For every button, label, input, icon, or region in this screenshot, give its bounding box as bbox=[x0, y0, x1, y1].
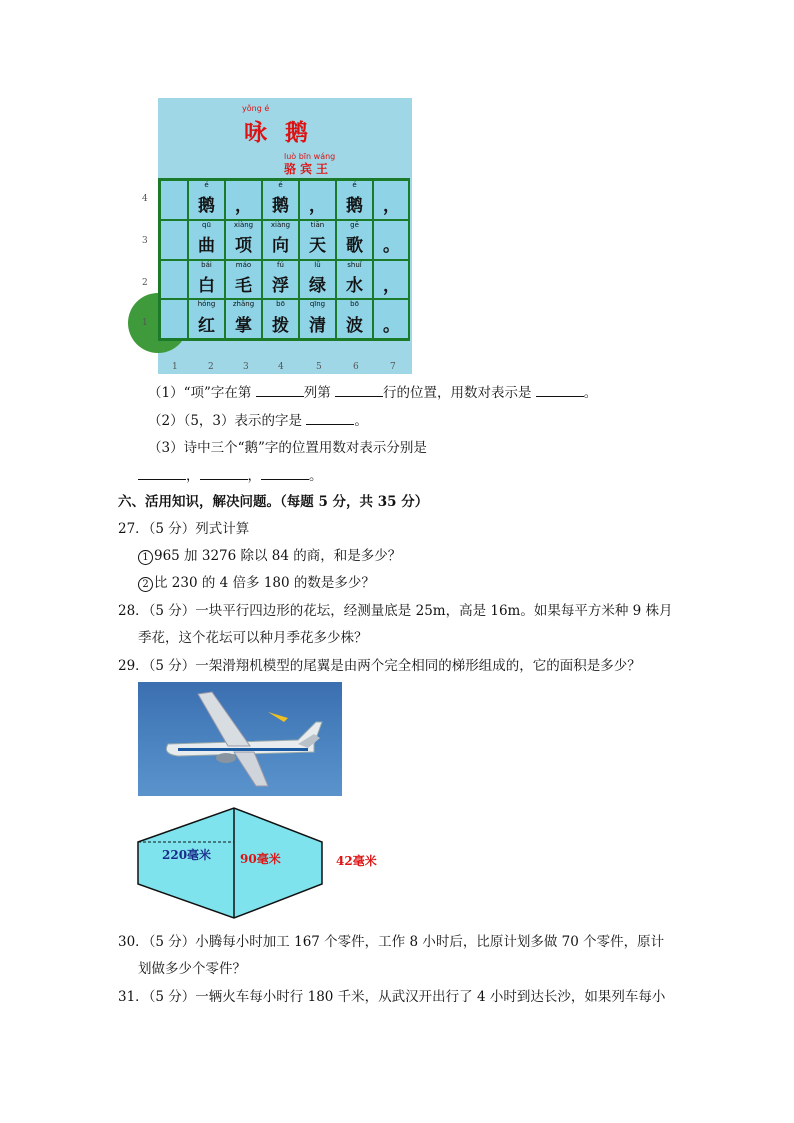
problem-30-line-1: 30．（5 分）小腾每小时加工 167 个零件，工作 8 小时后，比原计划多做 70 个零件，原计 bbox=[118, 934, 665, 950]
grid-cell bbox=[262, 299, 299, 339]
answer-blank[interactable] bbox=[335, 382, 383, 397]
row-label: 4 bbox=[142, 194, 148, 204]
grid-cell bbox=[336, 299, 373, 339]
poem-grid-figure bbox=[158, 98, 412, 374]
grid-cell bbox=[225, 260, 262, 300]
cell-character: ， bbox=[235, 196, 252, 217]
grid-cell bbox=[299, 220, 336, 260]
character-grid bbox=[158, 178, 410, 341]
grid-cell bbox=[225, 299, 262, 339]
grid-spacer-cell bbox=[160, 260, 188, 300]
cell-pinyin: é bbox=[352, 181, 357, 189]
cell-character: 水 bbox=[346, 275, 363, 296]
col-label: 6 bbox=[353, 362, 359, 372]
cell-pinyin: qū bbox=[202, 220, 211, 229]
grid-cell bbox=[373, 220, 410, 260]
answer-blank[interactable] bbox=[306, 410, 354, 425]
problem-30-line-2: 划做多少个零件？ bbox=[138, 961, 246, 977]
cell-character: 掌 bbox=[235, 315, 252, 336]
cell-pinyin: é bbox=[204, 181, 209, 189]
cell-pinyin: lǜ bbox=[314, 260, 321, 269]
grid-cell bbox=[299, 299, 336, 339]
cell-character: 鹅 bbox=[198, 196, 215, 217]
cell-character: ， bbox=[383, 275, 400, 296]
cell-character: 。 bbox=[383, 315, 400, 336]
grid-cell bbox=[188, 260, 225, 300]
cell-character: 白 bbox=[198, 275, 215, 296]
poem-title: 咏鹅 bbox=[244, 119, 326, 146]
answer-blank[interactable] bbox=[200, 465, 248, 480]
grid-cell bbox=[373, 180, 410, 220]
dimension-220: 220毫米 bbox=[162, 848, 212, 862]
cell-character: ， bbox=[383, 196, 400, 217]
cell-character: ， bbox=[309, 196, 326, 217]
problem-28-line-1: 28．（5 分）一块平行四边形的花坛，经测量底是 25m，高是 16m。如果每平方米种 9 株月 bbox=[118, 603, 673, 619]
cell-character: 项 bbox=[235, 236, 252, 257]
problem-27: 27．（5 分）列式计算 bbox=[118, 521, 250, 537]
row-label: 1 bbox=[142, 318, 148, 328]
cell-character: 。 bbox=[383, 236, 400, 257]
grid-cell bbox=[299, 180, 336, 220]
airplane-icon bbox=[138, 682, 342, 796]
cell-character: 红 bbox=[198, 315, 215, 336]
problem-27-item-1: 1 965 加 3276 除以 84 的商，和是多少？ bbox=[138, 546, 401, 566]
cell-character: 浮 bbox=[272, 275, 289, 296]
circled-number: 1 bbox=[138, 550, 153, 565]
answer-blank[interactable] bbox=[138, 465, 186, 480]
cell-character: 清 bbox=[309, 315, 326, 336]
problem-29-line-1: 29．（5 分）一架滑翔机模型的尾翼是由两个完全相同的梯形组成的，它的面积是多少？ bbox=[118, 658, 641, 674]
cell-pinyin: gē bbox=[350, 220, 359, 229]
cell-pinyin: máo bbox=[235, 260, 252, 269]
answer-blank[interactable] bbox=[261, 465, 309, 480]
col-label: 5 bbox=[316, 362, 322, 372]
circled-number: 2 bbox=[138, 577, 153, 592]
grid-cell bbox=[225, 180, 262, 220]
grid-cell bbox=[262, 260, 299, 300]
grid-cell bbox=[225, 220, 262, 260]
grid-cell bbox=[262, 180, 299, 220]
question-3-answers: ， ， 。 bbox=[138, 465, 323, 486]
answer-blank[interactable] bbox=[536, 382, 584, 397]
cell-character: 歌 bbox=[346, 236, 363, 257]
cell-pinyin: hóng bbox=[197, 300, 216, 309]
problem-31-line-1: 31．（5 分）一辆火车每小时行 180 千米，从武汉开出行了 4 小时到达长沙，如果列车每小 bbox=[118, 989, 666, 1005]
grid-spacer-cell bbox=[160, 299, 188, 339]
cell-character: 波 bbox=[346, 315, 363, 336]
author-pinyin: luò bīn wáng bbox=[284, 152, 336, 161]
cell-pinyin: tiān bbox=[310, 220, 325, 229]
cell-pinyin: bō bbox=[276, 300, 285, 309]
tail-wing-diagram bbox=[136, 806, 382, 924]
airplane-photo bbox=[138, 682, 342, 796]
question-3: （3）诗中三个“鹅”字的位置用数对表示分别是 bbox=[148, 440, 427, 456]
row-label: 3 bbox=[142, 236, 148, 246]
question-1: （1）“项”字在第 列第 行的位置，用数对表示是 。 bbox=[148, 382, 597, 403]
cell-pinyin: qīng bbox=[309, 300, 326, 309]
question-2: （2）（5，3）表示的字是 。 bbox=[148, 410, 368, 431]
cell-pinyin: shuǐ bbox=[347, 260, 362, 269]
title-pinyin: yǒng é bbox=[242, 104, 270, 113]
cell-pinyin: bō bbox=[350, 300, 359, 309]
grid-cell bbox=[299, 260, 336, 300]
poem-author: 骆宾王 bbox=[284, 162, 333, 176]
grid-cell bbox=[262, 220, 299, 260]
cell-pinyin: zhǎng bbox=[232, 300, 255, 309]
grid-spacer-cell bbox=[160, 180, 188, 220]
col-label: 4 bbox=[278, 362, 284, 372]
problem-28-line-2: 季花，这个花坛可以种月季花多少株？ bbox=[138, 630, 368, 646]
col-label: 3 bbox=[243, 362, 249, 372]
dimension-42: 42毫米 bbox=[336, 854, 377, 868]
dimension-90: 90毫米 bbox=[240, 852, 281, 866]
grid-cell bbox=[336, 260, 373, 300]
cell-character: 毛 bbox=[235, 275, 252, 296]
col-label: 1 bbox=[172, 362, 178, 372]
cell-character: 天 bbox=[309, 236, 326, 257]
grid-cell bbox=[336, 220, 373, 260]
grid-cell bbox=[188, 180, 225, 220]
problem-27-item-2: 2 比 230 的 4 倍多 180 的数是多少？ bbox=[138, 573, 375, 593]
grid-cell bbox=[373, 260, 410, 300]
grid-cell bbox=[373, 299, 410, 339]
section-6-heading: 六、活用知识，解决问题。（每题 5 分，共 35 分） bbox=[118, 494, 429, 510]
cell-pinyin: fú bbox=[277, 260, 284, 269]
grid-cell bbox=[188, 299, 225, 339]
cell-character: 鹅 bbox=[346, 196, 363, 217]
cell-character: 鹅 bbox=[272, 196, 289, 217]
col-label: 2 bbox=[208, 362, 214, 372]
grid-cell bbox=[336, 180, 373, 220]
grid-spacer-cell bbox=[160, 220, 188, 260]
cell-character: 绿 bbox=[309, 275, 326, 296]
cell-character: 曲 bbox=[198, 236, 215, 257]
answer-blank[interactable] bbox=[256, 382, 304, 397]
cell-pinyin: é bbox=[278, 181, 283, 189]
cell-character: 向 bbox=[272, 236, 289, 257]
row-label: 2 bbox=[142, 278, 148, 288]
cell-pinyin: bái bbox=[201, 260, 212, 269]
cell-pinyin: xiàng bbox=[270, 220, 291, 229]
col-label: 7 bbox=[390, 362, 396, 372]
grid-cell bbox=[188, 220, 225, 260]
cell-character: 拨 bbox=[272, 315, 289, 336]
cell-pinyin: xiàng bbox=[233, 220, 254, 229]
